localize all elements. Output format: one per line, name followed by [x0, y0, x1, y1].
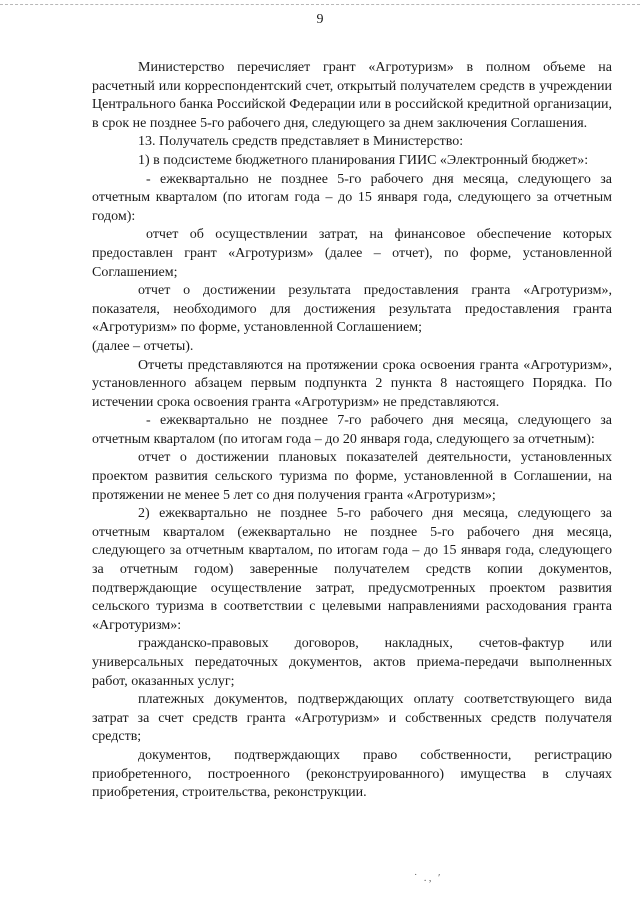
paragraph-grant-transfer: Министерство перечисляет грант «Агротуризм» в полном объеме на расчетный или корреспондентский счет, открытый получателем средств в учреждении Центрального банка Российской Федерации или в российской кредитной организации, в срок не позднее 5-го рабочего дня, следующего за днем заключения Соглашения. [92, 60, 612, 131]
paragraph-subitem-1: 1) в подсистеме бюджетного планирования ГИИС «Электронный бюджет»: [138, 152, 589, 168]
paragraph-planned-indicators-report: отчет о достижении плановых показателей деятельности, установленных проектом развития сельского туризма по форме, установленной в Соглашении, на протяжении не менее 5 лет со дня получения гранта «Агротуризм»; [92, 450, 612, 503]
paragraph-quarterly-7th-day: - ежеквартально не позднее 7-го рабочего дня месяца, следующего за отчетным кварталом (по итогам года – до 20 января года, следующего за отчетным): [92, 413, 612, 447]
paragraph-payment-documents: платежных документов, подтверждающих оплату соответствующего вида затрат за счет средств гранта «Агротуризм» и собственных средств получателя средств; [92, 692, 612, 745]
paragraph-result-report: отчет о достижении результата предоставления гранта «Агротуризм», показателя, необходимого для достижения результата предоставления гранта «Агротуризм» по форме, установленной Соглашением; [92, 283, 612, 336]
paragraph-reports-definition: (далее – отчеты). [92, 338, 194, 354]
paragraph-civil-contracts: гражданско-правовых договоров, накладных, счетов-фактур или универсальных передаточных документов, актов приема-передачи выполненных работ, оказанных услуг; [92, 636, 612, 689]
paragraph-reports-period: Отчеты представляются на протяжении срока освоения гранта «Агротуризм», установленного абзацем первым подпункта 2 пункта 8 настоящего Порядка. По истечении срока освоения гранта «Агротуризм» не представляются. [92, 357, 612, 410]
paragraph-quarterly-5th-day: - ежеквартально не позднее 5-го рабочего дня месяца, следующего за отчетным кварталом (по итогам года – до 15 января года, следующего за отчетным годом): [92, 171, 612, 224]
document-body [92, 59, 612, 803]
scan-artifact-marks: ˙ .‚ ′ [414, 873, 443, 884]
paragraph-ownership-documents: документов, подтверждающих право собственности, регистрацию приобретенного, построенного (реконструированного) имущества в случаях приобретения, строительства, реконструкции. [92, 747, 612, 801]
paragraph-cost-report: отчет об осуществлении затрат, на финансовое обеспечение которых предоставлен грант «Агротуризм» (далее – отчет), по форме, установленной Соглашением; [92, 227, 612, 280]
paragraph-13-heading: 13. Получатель средств представляет в Министерство: [138, 134, 464, 150]
scan-top-edge [0, 4, 640, 5]
paragraph-subitem-2: 2) ежеквартально не позднее 5-го рабочего дня месяца, следующего за отчетным кварталом (ежеквартально не позднее 5-го рабочего дня месяца, следующего за отчетным кварталом, по итогам года – до 15 января года, следующего за отчетным годом) заверенные получателем средств копии документов, подтверждающие осуществление затрат, предусмотренных проектом развития сельского туризма в соответствии с целевыми направлениями расходования гранта «Агротуризм»: [92, 506, 612, 633]
page-number: 9 [316, 12, 324, 27]
